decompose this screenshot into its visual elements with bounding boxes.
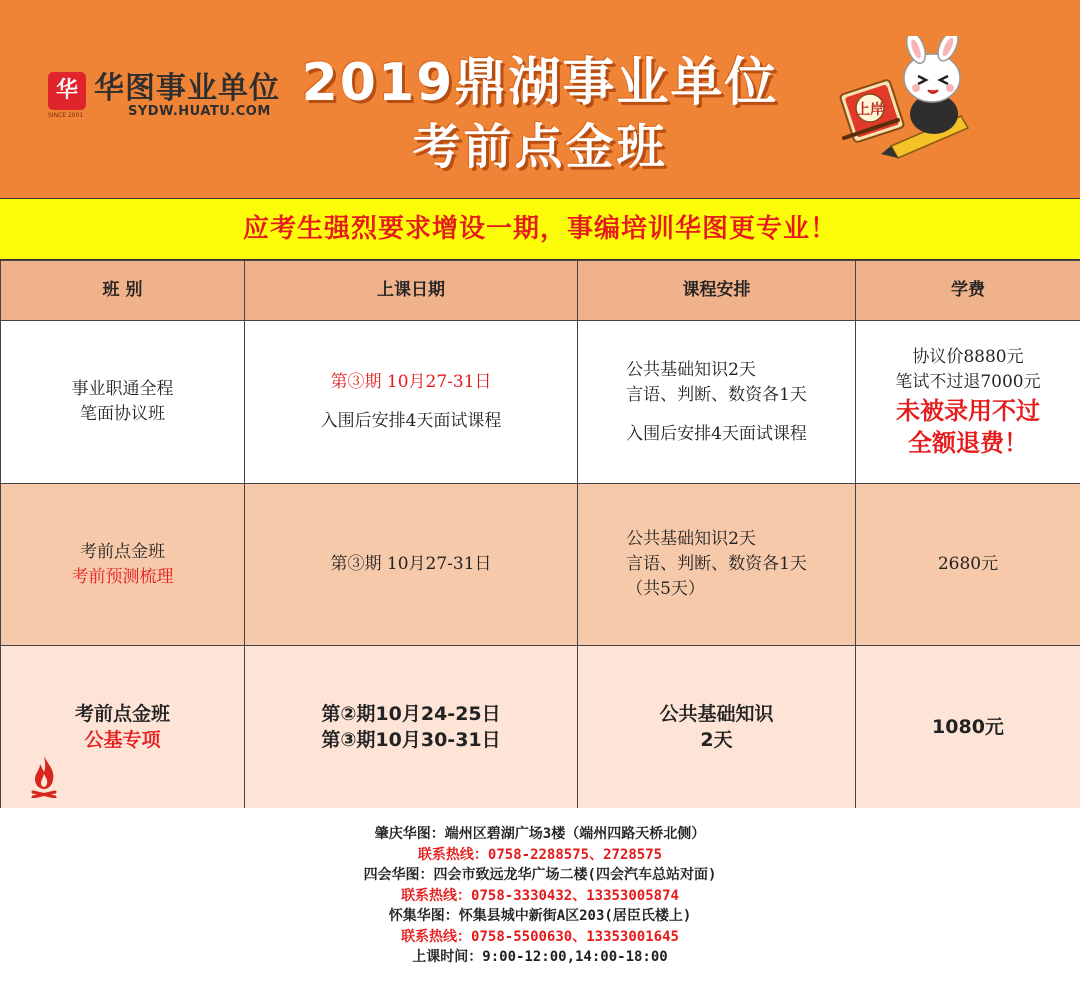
course-item: 2天 xyxy=(700,729,733,751)
title-line2: 考前点金班 xyxy=(412,119,668,175)
address-huaiji: 怀集华图：怀集县城中新街A区203(居臣氏楼上) xyxy=(388,908,692,924)
class-name: 考前点金班 xyxy=(74,703,170,725)
refund-highlight: 全额退费！ xyxy=(908,429,1028,457)
logo-name: 华图事业单位 xyxy=(94,71,280,106)
logo-url: SYDW.HUATU.COM xyxy=(128,104,271,119)
col-header-date: 上课日期 xyxy=(245,261,578,321)
class-subname: 公基专项 xyxy=(84,729,161,751)
address-sihui: 四会华图：四会市致远龙华广场二楼(四会汽车总站对面) xyxy=(363,867,717,883)
hotline-zhaoqing: 联系热线：0758-2288575、2728575 xyxy=(417,846,663,863)
scroll-icon xyxy=(840,79,905,143)
date-cell xyxy=(245,321,578,484)
interview-note: 入围后安排4天面试课程 xyxy=(320,411,502,431)
course-item: 言语、判断、数资各1天 xyxy=(626,554,807,574)
class-cell xyxy=(1,646,245,809)
class-cell xyxy=(1,321,245,484)
class-subname: 笔面协议班 xyxy=(80,404,165,424)
fee-price: 2680元 xyxy=(937,554,999,574)
session-date: 第③期 10月27-31日 xyxy=(330,554,492,574)
col-header-class: 班 别 xyxy=(1,261,245,321)
course-item: 言语、判断、数资各1天 xyxy=(626,384,807,405)
course-item: 公共基础知识2天 xyxy=(626,529,756,549)
course-cell xyxy=(578,484,856,646)
rabbit-mascot-icon xyxy=(836,36,976,166)
class-cell xyxy=(1,484,245,646)
class-name: 考前点金班 xyxy=(80,541,165,562)
course-cell xyxy=(578,646,856,809)
hotline-sihui: 联系热线：0758-3330432、13353005874 xyxy=(401,887,679,904)
table-row xyxy=(1,646,1080,809)
table-row xyxy=(1,484,1080,646)
col-header-fee: 学费 xyxy=(856,261,1080,321)
header xyxy=(0,0,1080,198)
session-date: 第②期10月24-25日 xyxy=(321,703,501,725)
table-header-row xyxy=(1,261,1080,321)
session-date: 第③期10月30-31日 xyxy=(321,729,501,751)
course-item: 入围后安排4天面试课程 xyxy=(626,423,807,444)
title-line1: 2019鼎湖事业单位 xyxy=(301,53,779,113)
class-name: 事业职通全程 xyxy=(71,379,174,399)
mascot-flag-text: 上岸 xyxy=(856,102,884,118)
contact-footer xyxy=(0,808,1080,981)
class-hours: 上课时间：9:00-12:00,14:00-18:00 xyxy=(412,949,668,965)
fee-cell xyxy=(856,646,1080,809)
address-zhaoqing: 肇庆华图：端州区碧湖广场3楼（端州四路天桥北侧） xyxy=(374,826,706,842)
flame-icon xyxy=(29,754,59,798)
course-item: 公共基础知识2天 xyxy=(626,359,756,380)
fee-price: 1080元 xyxy=(932,716,1004,738)
logo-since: SINCE 2001 xyxy=(48,112,84,119)
course-item: （共5天） xyxy=(626,579,705,599)
class-subname: 考前预测梳理 xyxy=(71,566,174,587)
course-item: 公共基础知识 xyxy=(659,703,774,725)
fee-cell xyxy=(856,484,1080,646)
col-header-course: 课程安排 xyxy=(578,261,856,321)
schedule-table xyxy=(0,260,1080,809)
date-cell xyxy=(245,484,578,646)
table-row xyxy=(1,321,1080,484)
promo-banner: 应考生强烈要求增设一期，事编培训华图更专业！ xyxy=(0,198,1080,260)
session-date: 第③期 10月27-31日 xyxy=(330,372,492,392)
fee-cell xyxy=(856,321,1080,484)
course-cell xyxy=(578,321,856,484)
fee-price: 协议价8880元 xyxy=(912,347,1024,367)
fee-refund-note: 笔试不过退7000元 xyxy=(895,372,1041,392)
date-cell xyxy=(245,646,578,809)
hotline-huaiji: 联系热线：0758-5500630、13353001645 xyxy=(401,928,679,945)
refund-highlight: 未被录用不过 xyxy=(896,397,1040,425)
logo-mark-icon: 华 xyxy=(48,72,86,110)
